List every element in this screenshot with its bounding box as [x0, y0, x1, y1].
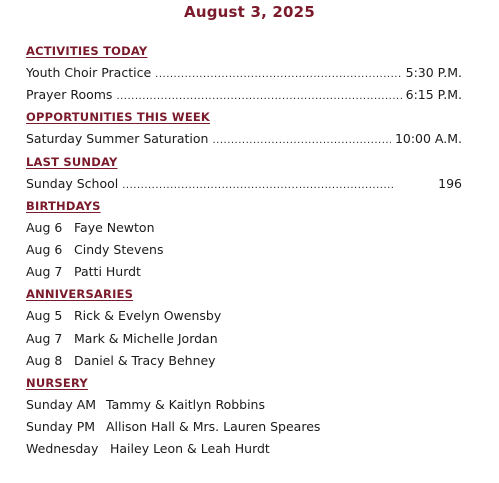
page-title: August 3, 2025	[184, 3, 315, 21]
section-heading-last-sunday: LAST SUNDAY	[26, 154, 118, 169]
item-time: 10:00 A.M.	[394, 131, 462, 147]
item-name: Mark & Michelle Jordan	[74, 330, 218, 346]
leader-dots	[212, 130, 390, 152]
item-name: Faye Newton	[74, 219, 155, 235]
service-time: Sunday PM	[26, 419, 96, 435]
service-time: Wednesday	[26, 441, 99, 457]
item-time: 6:15 P.M.	[405, 87, 462, 103]
section-heading-nursery: NURSERY	[26, 375, 88, 390]
item-name: Cindy Stevens	[74, 241, 164, 257]
volunteer-names: Hailey Leon & Leah Hurdt	[110, 441, 270, 457]
leader-dots	[116, 86, 401, 108]
list-item	[26, 394, 462, 416]
item-label: Prayer Rooms	[26, 87, 113, 103]
list-item	[26, 305, 462, 327]
section-heading-activities-today: ACTIVITIES TODAY	[26, 44, 148, 58]
list-item	[26, 217, 462, 239]
item-label: Sunday School	[26, 175, 119, 191]
list-item	[26, 173, 462, 195]
list-item	[26, 62, 462, 84]
volunteer-names: Allison Hall & Mrs. Lauren Speares	[106, 419, 321, 435]
list-item	[26, 128, 462, 150]
leader-dots	[122, 175, 394, 197]
list-item	[26, 84, 462, 106]
section-heading-birthdays: BIRTHDAYS	[26, 198, 101, 213]
item-name: Daniel & Tracy Behney	[74, 352, 216, 368]
list-item	[26, 239, 462, 261]
volunteer-names: Tammy & Kaitlyn Robbins	[106, 396, 265, 412]
item-date: Aug 6	[26, 219, 63, 235]
bulletin-content	[26, 40, 462, 460]
item-date: Aug 8	[26, 352, 63, 368]
item-label: Youth Choir Practice	[26, 65, 152, 80]
item-name: Patti Hurdt	[74, 264, 141, 280]
section-heading-anniversaries: ANNIVERSARIES	[26, 287, 134, 302]
list-item	[26, 350, 462, 372]
item-date: Aug 7	[26, 330, 63, 346]
list-item	[26, 261, 462, 283]
section-heading-opportunities: OPPORTUNITIES THIS WEEK	[26, 110, 211, 125]
attendance-count: 196	[438, 175, 462, 191]
leader-dots	[155, 64, 401, 86]
item-label: Saturday Summer Saturation	[26, 131, 209, 147]
item-date: Aug 5	[26, 308, 63, 324]
item-date: Aug 7	[26, 264, 63, 280]
list-item	[26, 416, 462, 438]
list-item	[26, 328, 462, 350]
item-time: 5:30 P.M.	[405, 65, 462, 80]
item-date: Aug 6	[26, 241, 63, 257]
item-name: Rick & Evelyn Owensby	[74, 308, 222, 324]
service-time: Sunday AM	[26, 396, 97, 412]
list-item	[26, 438, 462, 460]
